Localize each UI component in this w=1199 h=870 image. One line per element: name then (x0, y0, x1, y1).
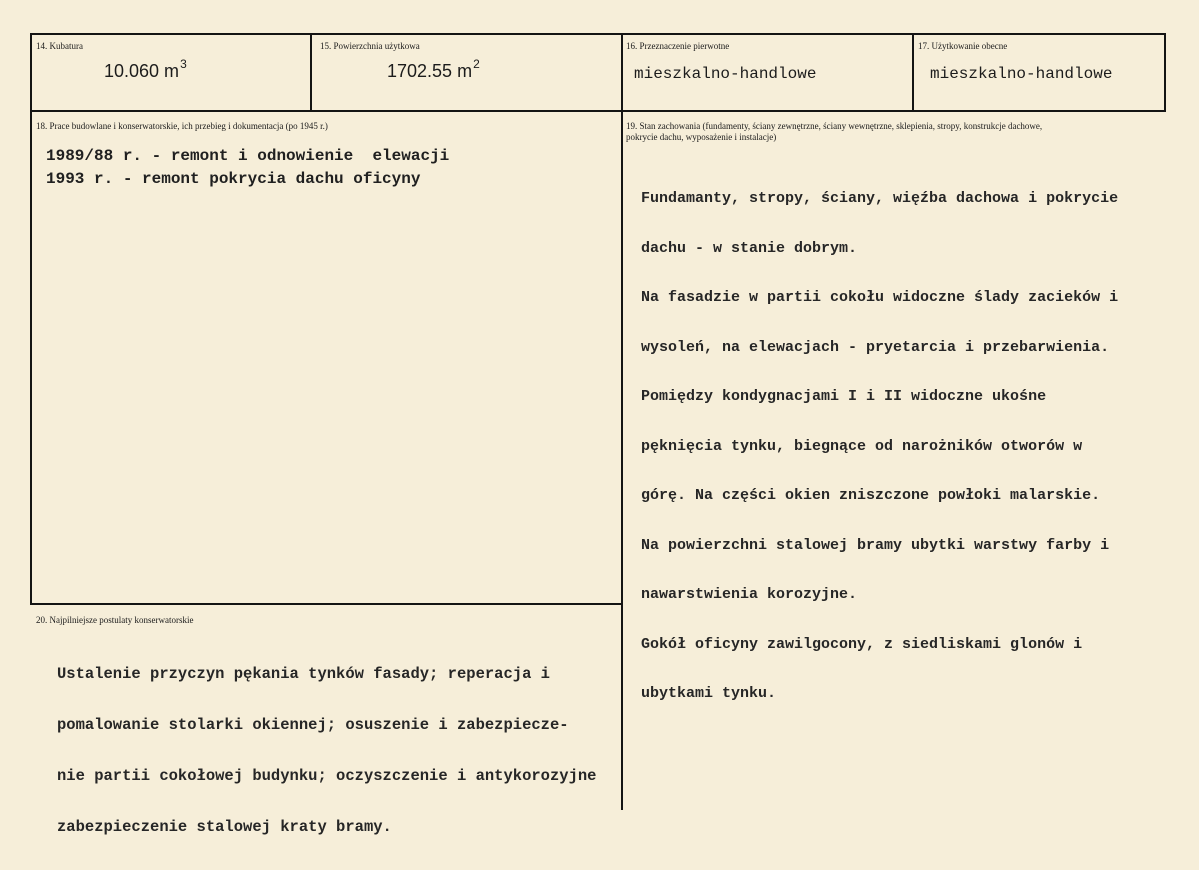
section-20-divider (30, 603, 623, 605)
stan-line: Fundamanty, stropy, ściany, więźba dachowa i pokrycie (641, 190, 1119, 207)
stan-line: ubytkami tynku. (641, 685, 777, 702)
stan-line: nawarstwienia korozyjne. (641, 586, 858, 603)
postulaty-line: pomalowanie stolarki okiennej; osuszenie i zabezpiecze- (57, 716, 569, 734)
center-divider (621, 33, 623, 810)
kubatura-value (104, 57, 187, 82)
stan-line: górę. Na części okien zniszczone powłoki malarskie. (641, 487, 1101, 504)
stan-label-line-1: 19. Stan zachowania (fundamenty, ściany zewnętrzne, ściany wewnętrzne, sklepienia, stropy, konstrukcje dachowe, (626, 121, 1043, 131)
powierzchnia-value (387, 57, 480, 82)
left-border (30, 33, 32, 603)
stan-line: pęknięcia tynku, biegnące od narożników otworów w (641, 437, 1083, 455)
uzytkowanie-value: mieszkalno-handlowe (930, 65, 1113, 83)
row-divider (30, 110, 1166, 112)
postulaty-line: nie partii cokołowej budynku; oczyszczenie i antykorozyjne (57, 767, 597, 785)
postulaty-line: Ustalenie przyczyn pękania tynków fasady; reperacja i (57, 665, 550, 683)
stan-description (641, 158, 1118, 736)
prace-line: 1989/88 r. - remont i odnowienie elewacji (46, 147, 450, 165)
stan-line: Gokół oficyny zawilgocony, z siedliskami glonów i (641, 635, 1083, 653)
cell-divider-16-17 (912, 33, 914, 112)
kubatura-label: 14. Kubatura (36, 41, 83, 51)
powierzchnia-exponent: 2 (473, 57, 480, 71)
stan-line: Pomiędzy kondygnacjami I i II widoczne ukośne (641, 388, 1047, 405)
stan-line: Na powierzchni stalowej bramy ubytki warstwy farby i (641, 536, 1110, 554)
postulaty-description (57, 632, 597, 870)
powierzchnia-label: 15. Powierzchnia użytkowa (320, 41, 420, 51)
powierzchnia-number: 1702.55 m (387, 61, 473, 81)
przeznaczenie-label: 16. Przeznaczenie pierwotne (626, 41, 730, 51)
kubatura-exponent: 3 (180, 57, 187, 71)
prace-entries (46, 145, 449, 191)
kubatura-number: 10.060 m (104, 61, 180, 81)
przeznaczenie-value: mieszkalno-handlowe (634, 65, 817, 83)
right-border (1164, 33, 1166, 112)
postulaty-line: zabezpieczenie stalowej kraty bramy. (57, 818, 392, 836)
stan-line: Na fasadzie w partii cokołu widoczne ślady zacieków i (641, 289, 1119, 306)
stan-line: wysoleń, na elewacjach - pryetarcia i przebarwienia. (641, 338, 1110, 356)
stan-label-line-2: pokrycie dachu, wyposażenie i instalacje) (626, 132, 777, 142)
top-rule (30, 33, 1166, 35)
postulaty-label: 20. Najpilniejsze postulaty konserwatorskie (36, 615, 194, 625)
prace-label: 18. Prace budowlane i konserwatorskie, ich przebieg i dokumentacja (po 1945 r.) (36, 121, 328, 131)
uzytkowanie-label: 17. Użytkowanie obecne (918, 41, 1008, 51)
cell-divider-14-15 (310, 33, 312, 112)
prace-line: 1993 r. - remont pokrycia dachu oficyny (46, 170, 421, 188)
stan-line: dachu - w stanie dobrym. (641, 239, 858, 257)
